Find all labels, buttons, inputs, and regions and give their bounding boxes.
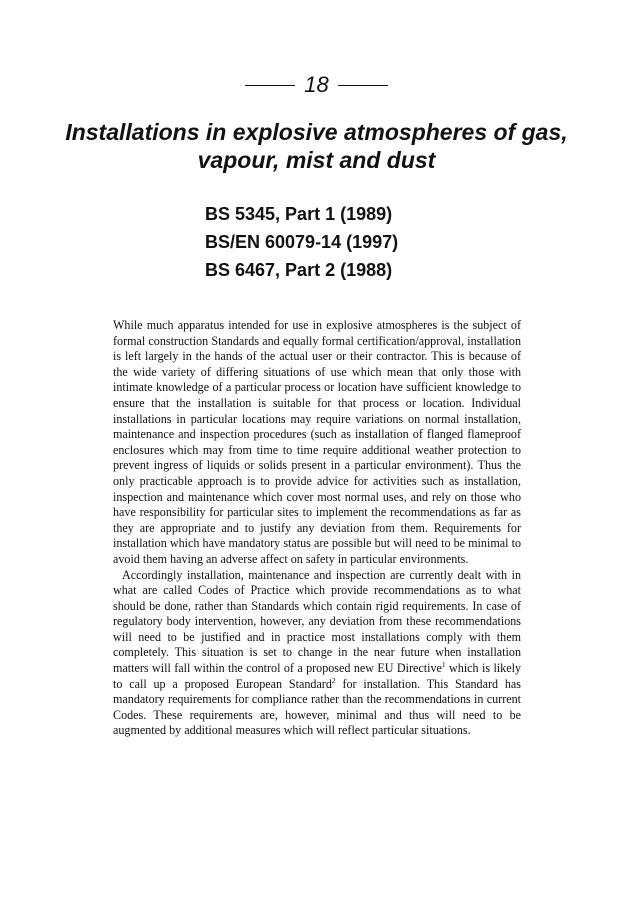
paragraph-text: Accordingly installation, maintenance and inspection are currently dealt with in what are called Codes of Practice which provide recommendations as to what should be done, rather than Standards which contain rigid requirements. In case of regulatory body intervention, however, any deviation from these recommendations will need to be justified and in practice most installations comply with them completely. This situation is set to change in the near future when installation matters will fall within the control of a proposed new EU Directive: [113, 567, 521, 676]
paragraph-text: for installation. This Standard has mandatory requirements for compliance rather than the recommendations in current Codes. These requirements are, however, minimal and thus will need to be augmented by additional measures which will reflect particular situations.: [113, 676, 521, 738]
paragraph: [113, 568, 521, 740]
paragraph-text: which is likely to call up a proposed European Standard: [113, 661, 521, 691]
chapter-number: 18: [304, 72, 329, 97]
chapter-rule-right: [338, 85, 388, 86]
standards-list: [205, 200, 398, 284]
standard-reference: BS 6467, Part 2 (1988): [205, 260, 393, 280]
chapter-rule-left: [245, 85, 295, 86]
footnote-reference: 1: [441, 660, 446, 670]
footnote-reference: 2: [331, 675, 336, 685]
standard-reference: BS/EN 60079-14 (1997): [205, 232, 399, 252]
body-text: [113, 318, 521, 739]
chapter-title: Installations in explosive atmospheres of gas, vapour, mist and dust: [65, 119, 568, 173]
paragraph: While much apparatus intended for use in explosive atmospheres is the subject of formal construction Standards and equally formal certification/approval, installation is left largely in the hands of the actual user or their contractor. This is because of the wide variety of differing situations of use which mean that only those with intimate knowledge of a particular process or location have sufficient knowledge to ensure that the installation is suitable for that process or location. Individual installations in particular locations may require variations on normal installation, maintenance and inspection procedures (such as installation of flanged flameproof enclosures which may from time to time require additional weather protection to prevent ingress of liquids or solids present in a particular environment). Thus the only practicable approach is to provide advice for activities such as installation, inspection and maintenance which cover most normal uses, and rely on those who have responsibility for particular sites to implement the recommendations as far as they are appropriate and to justify any deviation from them. Requirements for installation which have mandatory status are possible but will need to be minimal to avoid them having an adverse affect on safety in particular environments.: [113, 318, 521, 566]
standard-reference: BS 5345, Part 1 (1989): [205, 204, 393, 224]
chapter-heading: [0, 72, 633, 98]
